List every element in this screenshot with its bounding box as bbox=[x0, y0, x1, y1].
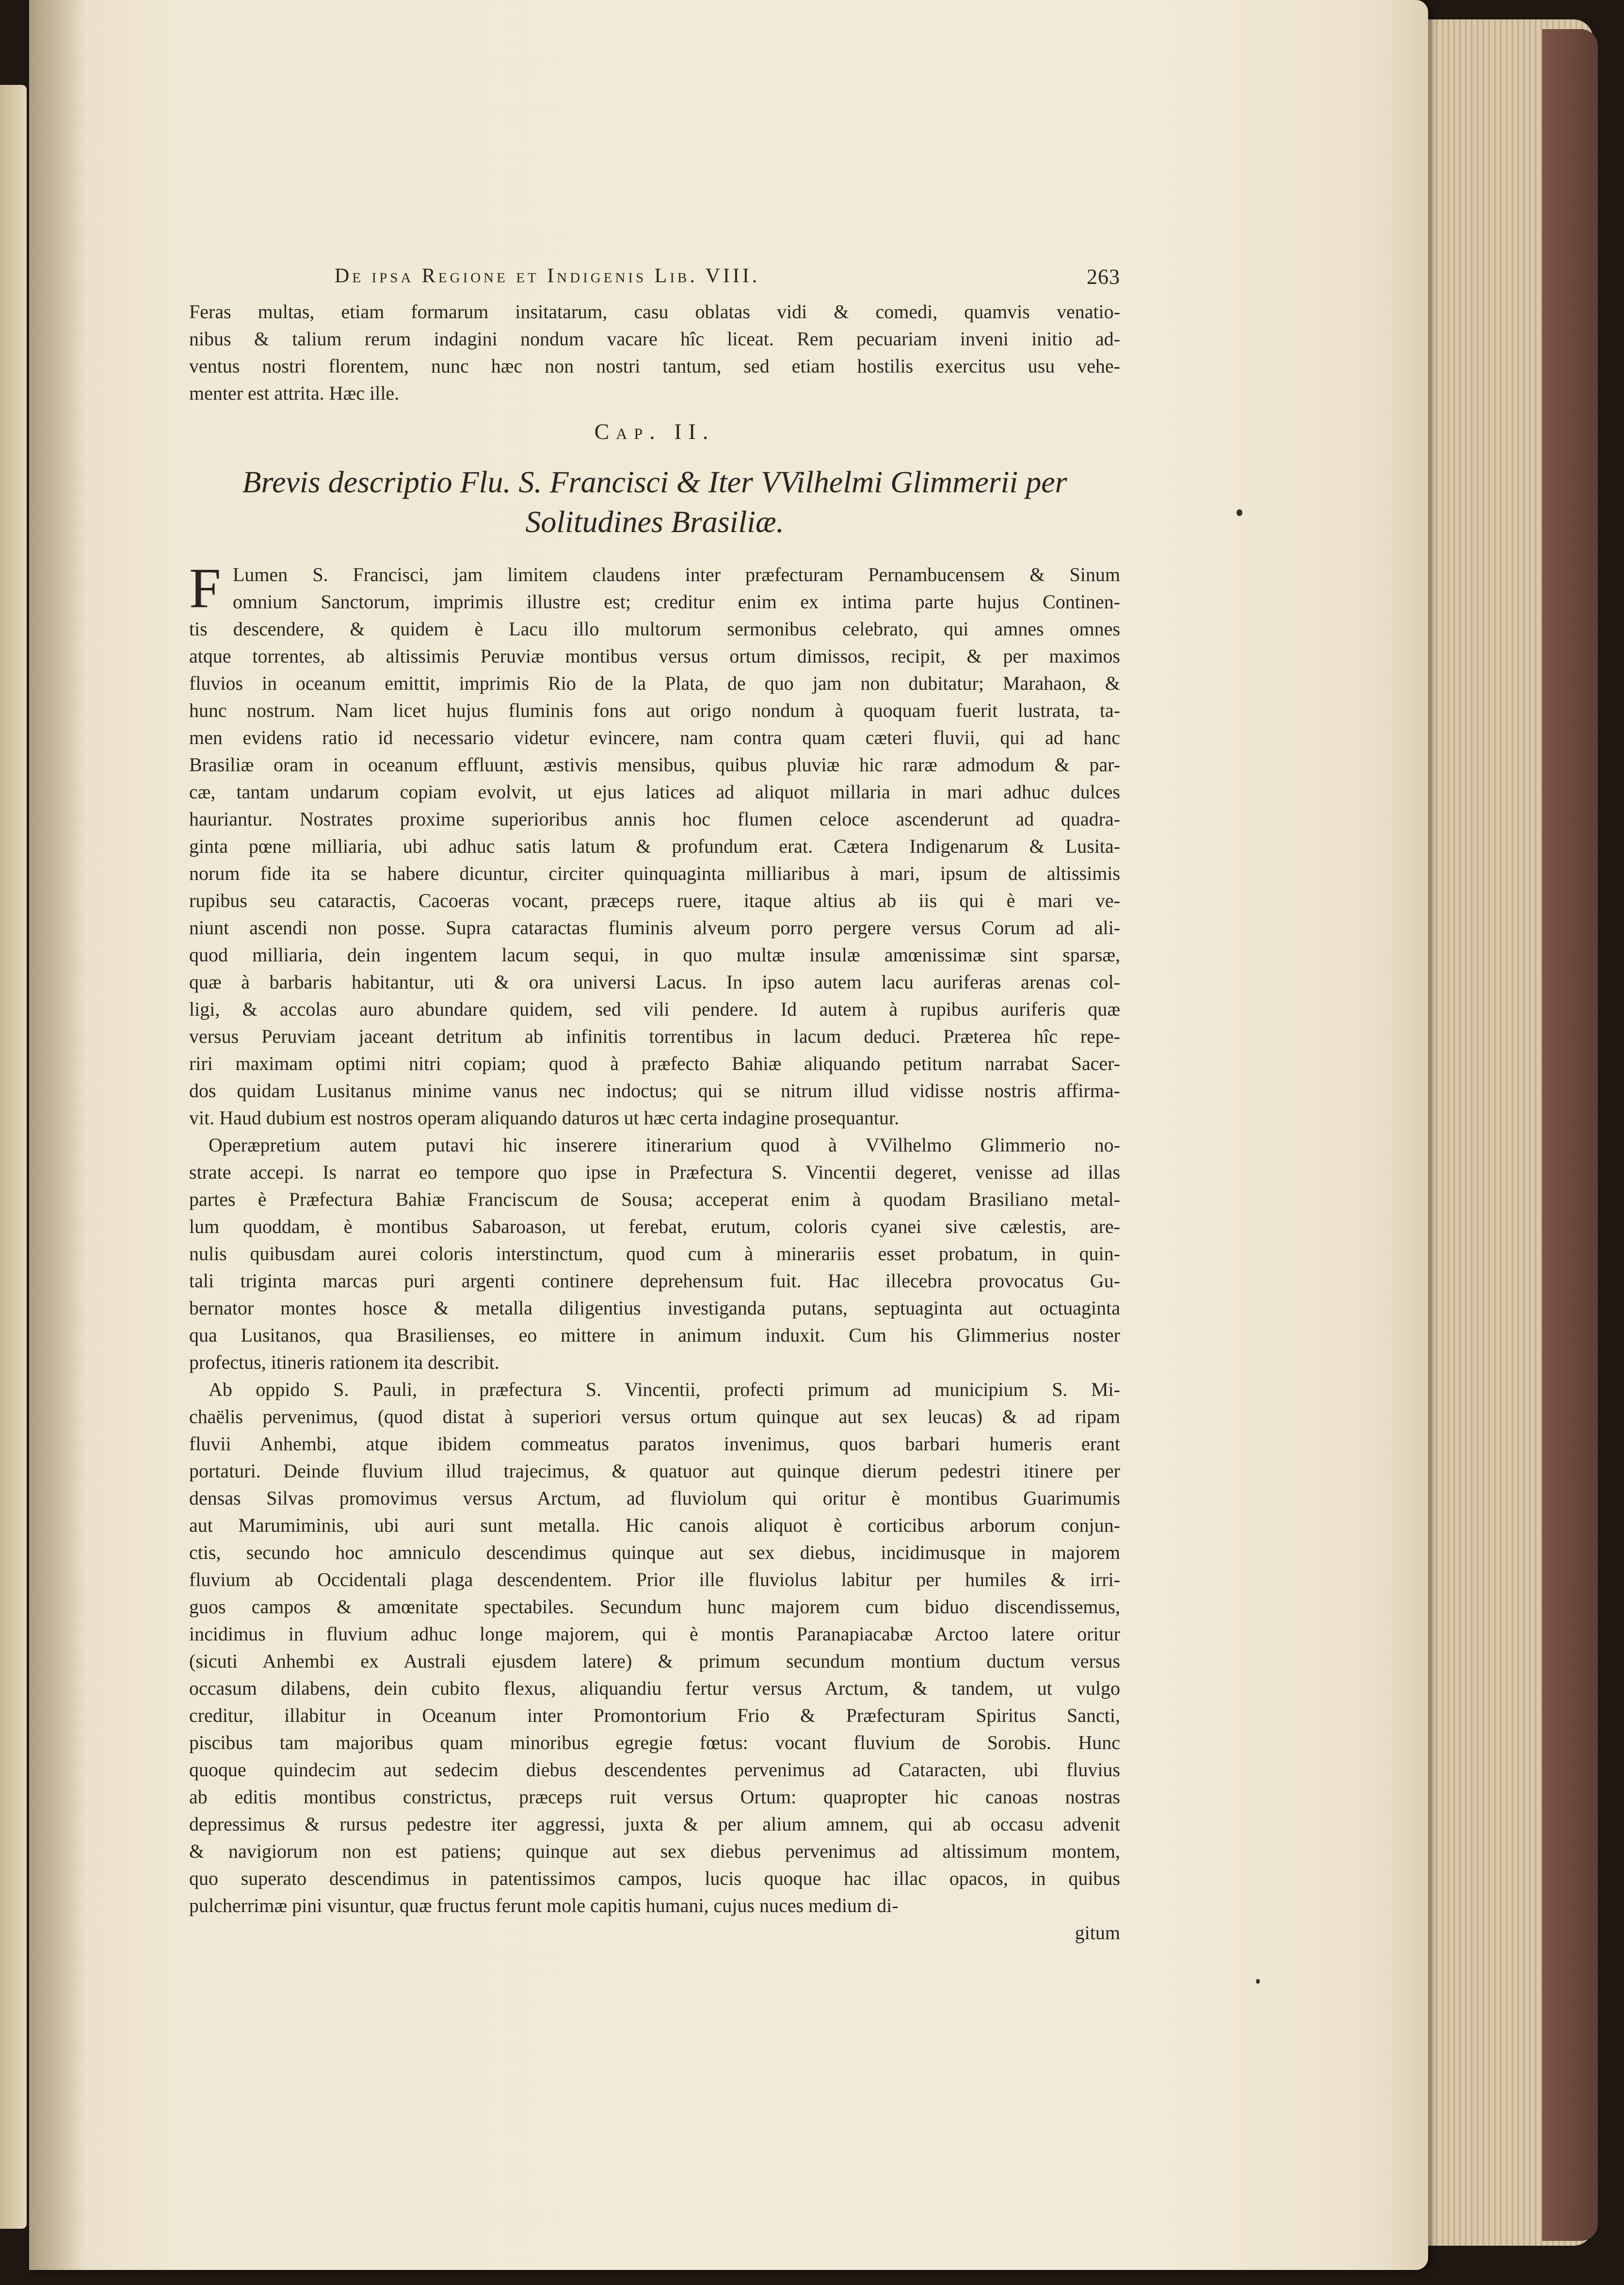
text-line: men evidens ratio id necessario videtur evincere, nam contra quam cæteri fluvii, qui ad hanc bbox=[189, 727, 1120, 748]
text-line: profectus, itineris rationem ita describit. bbox=[189, 1351, 499, 1373]
text-line: Ab oppido S. Pauli, in præfectura S. Vincentii, profecti primum ad municipium S. Mi- bbox=[209, 1378, 1120, 1400]
text-line: (sicuti Anhembi ex Australi ejusdem latere) & primum secundum montium ductum versus bbox=[189, 1650, 1120, 1672]
text-line: atque torrentes, ab altissimis Peruviæ montibus versus ortum dimissos, recipit, & per maximos bbox=[189, 645, 1120, 667]
text-line: portaturi. Deinde fluvium illud trajecimus, & quatuor aut quinque dierum pedestri itinere per bbox=[189, 1460, 1120, 1482]
text-line: hauriantur. Nostrates proxime superioribus annis hoc flumen celoce ascenderunt ad quadra- bbox=[189, 808, 1120, 830]
text-line: Lumen S. Francisci, jam limitem claudens inter præfecturam Pernambucensem & Sinum bbox=[233, 564, 1120, 585]
page-number: 263 bbox=[1087, 265, 1120, 289]
text-line: tis descendere, & quidem è Lacu illo multorum sermonibus celebrato, qui amnes omnes bbox=[189, 618, 1120, 640]
running-title: De ipsa Regione et Indigenis Lib. VIII. bbox=[335, 265, 760, 287]
text-line: partes è Præfectura Bahiæ Franciscum de Sousa; acceperat enim à quodam Brasiliano metal- bbox=[189, 1188, 1120, 1210]
chapter-title-line-2: Solitudines Brasiliæ. bbox=[525, 504, 784, 539]
text-line: incidimus in fluvium adhuc longe majorem, qui è montis Paranapiacabæ Arctoo latere oritur bbox=[189, 1623, 1120, 1645]
text-line: nulis quibusdam aurei coloris interstinctum, quod cum à minerariis esset probatum, in quin- bbox=[189, 1243, 1120, 1264]
text-line: omnium Sanctorum, imprimis illustre est; creditur enim ex intima parte hujus Continen- bbox=[233, 591, 1120, 613]
text-line: ab editis montibus constrictus, præceps ruit versus Ortum: quapropter hic canoas nostras bbox=[189, 1786, 1120, 1808]
text-line: norum fide ita se habere dicuntur, circiter quinquaginta milliaribus à mari, ipsum de altissimis bbox=[189, 862, 1120, 884]
text-line: fluvium ab Occidentali plaga descendentem. Prior ille fluviolus labitur per humiles & irri- bbox=[189, 1569, 1120, 1590]
text-line: chaëlis pervenimus, (quod distat à superiori versus ortum quinque aut sex leucas) & ad ripam bbox=[189, 1406, 1120, 1427]
text-line: guos campos & amœnitate spectabiles. Secundum hunc majorem cum biduo discendissemus, bbox=[189, 1596, 1120, 1618]
text-line: quo superato descendimus in patentissimos campos, lucis quoque hac illac opacos, in quibus bbox=[189, 1867, 1120, 1889]
text-line: strate accepi. Is narrat eo tempore quo ipse in Præfectura S. Vincentii degeret, venisse ad illas bbox=[189, 1161, 1120, 1183]
text-line: menter est attrita. Hæc ille. bbox=[189, 382, 400, 404]
text-line: cæ, tantam undarum copiam evolvit, ut ejus latices ad aliquot millaria in mari adhuc dulces bbox=[189, 781, 1120, 803]
text-line: depressimus & rursus pedestre iter aggressi, juxta & per alium amnem, qui ab occasu advenit bbox=[189, 1813, 1120, 1835]
text-line: fluvios in oceanum emittit, imprimis Rio de la Plata, de quo jam non dubitatur; Marahaon, & bbox=[189, 672, 1120, 694]
text-line: dos quidam Lusitanus minime vanus nec indoctus; qui se nitrum illud vidisse nostris affirma- bbox=[189, 1080, 1120, 1102]
text-line: aut Marumiminis, ubi auri sunt metalla. Hic canois aliquot è corticibus arborum conjun- bbox=[189, 1514, 1120, 1536]
text-line: Brasiliæ oram in oceanum effluunt, æstivis mensibus, quibus pluviæ hic raræ admodum & par- bbox=[189, 754, 1120, 776]
previous-page-edge bbox=[0, 85, 27, 2229]
ink-speck bbox=[1237, 509, 1242, 516]
text-line: quæ à barbaris habitantur, uti & ora universi Lacus. In ipso autem lacu auriferas arenas col- bbox=[189, 971, 1120, 993]
ink-speck bbox=[1256, 1979, 1260, 1984]
paragraph-1 bbox=[189, 556, 1120, 1132]
text-line: bernator montes hosce & metalla diligentius investiganda putans, septuaginta aut octuaginta bbox=[189, 1297, 1120, 1319]
text-line: densas Silvas promovimus versus Arctum, ad fluviolum qui oritur è montibus Guarimumis bbox=[189, 1487, 1120, 1509]
text-line: riri maximam optimi nitri copiam; quod à præfecto Bahiæ aliquando petitum narrabat Sacer- bbox=[189, 1053, 1120, 1074]
text-line: tali triginta marcas puri argenti continere deprehensum fuit. Hac illecebra provocatus Gu- bbox=[189, 1270, 1120, 1292]
text-line: ctis, secundo hoc amniculo descendimus quinque aut sex diebus, incidimusque in majorem bbox=[189, 1541, 1120, 1563]
text-line: Feras multas, etiam formarum insitatarum, casu oblatas vidi & comedi, quamvis venatio- bbox=[189, 301, 1120, 323]
text-line: piscibus tam majoribus quam minoribus egregie fœtus: vocant fluvium de Sorobis. Hunc bbox=[189, 1732, 1120, 1753]
text-line: creditur, illabitur in Oceanum inter Promontorium Frio & Præfecturam Spiritus Sancti, bbox=[189, 1704, 1120, 1726]
paragraph-3 bbox=[189, 1376, 1120, 1919]
text-line: rupibus seu cataractis, Cacoeras vocant, præceps ruere, itaque altius ab iis qui è mari ve- bbox=[189, 890, 1120, 911]
text-line: ventus nostri florentem, nunc hæc non nostri tantum, sed etiam hostilis exercitus usu vehe- bbox=[189, 355, 1120, 377]
text-line: fluvii Anhembi, atque ibidem commeatus paratos invenimus, quos barbari humeris erant bbox=[189, 1433, 1120, 1455]
paragraph-2 bbox=[189, 1132, 1120, 1376]
book-cover-edge bbox=[1542, 29, 1598, 2241]
text-line: niunt ascendi non posse. Supra cataractas fluminis alveum porro pergere versus Corum ad ali- bbox=[189, 917, 1120, 939]
intro-paragraph bbox=[189, 298, 1120, 407]
text-line: lum quoddam, è montibus Sabaroason, ut ferebat, erutum, coloris cyanei sive cælestis, are- bbox=[189, 1215, 1120, 1237]
text-line: quoque quindecim aut sedecim diebus descendentes pervenimus ad Cataracten, ubi fluvius bbox=[189, 1759, 1120, 1781]
text-line: quod milliaria, dein ingentem lacum sequi, in quo multæ insulæ amœnissimæ sint sparsæ, bbox=[189, 944, 1120, 966]
text-line: pulcherrimæ pini visuntur, quæ fructus ferunt mole capitis humani, cujus nuces medium di- bbox=[189, 1895, 899, 1916]
text-line: ligi, & accolas auro abundare quidem, sed vili pendere. Id autem à rupibus auriferis quæ bbox=[189, 998, 1120, 1020]
text-line: Operæpretium autem putavi hic inserere itinerarium quod à VVilhelmo Glimmerio no- bbox=[209, 1134, 1120, 1156]
drop-initial: F bbox=[189, 556, 221, 620]
running-header bbox=[189, 264, 1120, 298]
text-block bbox=[189, 264, 1120, 1946]
chapter-label: Cap. II. bbox=[594, 419, 715, 444]
text-line: & navigiorum non est patiens; quinque aut sex diebus pervenimus ad altissimum montem, bbox=[189, 1840, 1120, 1862]
text-line: vit. Haud dubium est nostros operam aliquando daturos ut hæc certa indagine prosequantur. bbox=[189, 1107, 900, 1129]
text-line: qua Lusitanos, qua Brasilienses, eo mittere in animum induxit. Cum his Glimmerius noster bbox=[189, 1324, 1120, 1346]
paragraph-1-lines bbox=[189, 556, 1120, 1132]
page-gutter-shadow bbox=[29, 0, 87, 2270]
catchword: gitum bbox=[1075, 1922, 1120, 1944]
chapter-title-line-1: Brevis descriptio Flu. S. Francisci & Iter VVilhelmi Glimmerii per bbox=[242, 465, 1067, 499]
text-line: nibus & talium rerum indagini nondum vacare hîc liceat. Rem pecuariam inveni initio ad- bbox=[189, 328, 1120, 350]
text-line: occasum dilabens, dein cubito flexus, aliquandiu fertur versus Arctum, & tandem, ut vulgo bbox=[189, 1677, 1120, 1699]
text-line: versus Peruviam jaceant detritum ab infinitis torrentibus in lacum deduci. Præterea hîc repe- bbox=[189, 1025, 1120, 1047]
text-line: ginta pœne milliaria, ubi adhuc satis latum & profundum erat. Cætera Indigenarum & Lusita- bbox=[189, 835, 1120, 857]
text-line: hunc nostrum. Nam licet hujus fluminis fons aut origo nondum à quoquam fuerit lustrata, ta- bbox=[189, 699, 1120, 721]
